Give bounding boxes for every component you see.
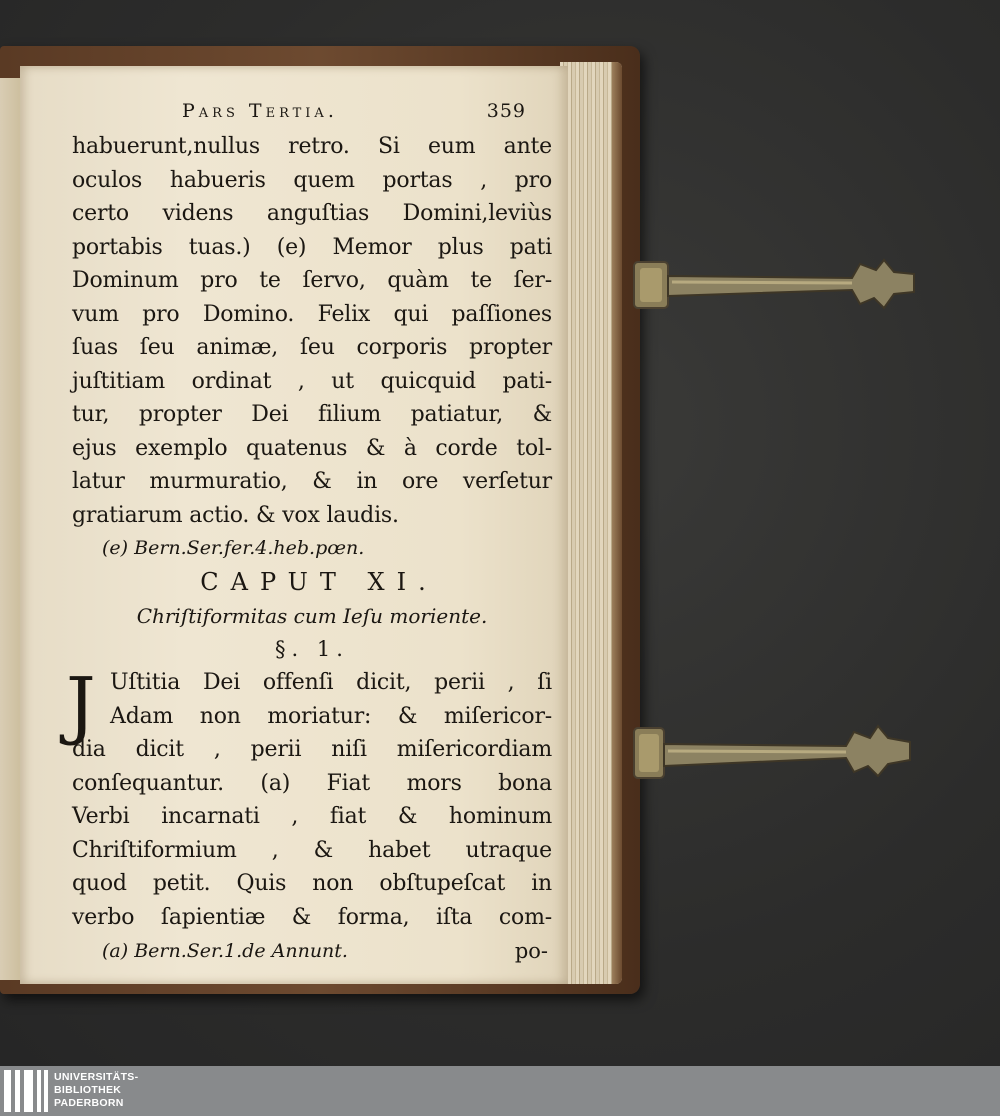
- text-line: certo videns anguſtias Domini,leviùs: [72, 201, 552, 226]
- page-number: 359: [486, 100, 526, 122]
- page-text: [66, 100, 552, 968]
- text-line: conſequantur. (a) Fiat mors bona: [72, 770, 552, 796]
- text-line: Verbi incarnati , fiat & hominum: [72, 804, 552, 829]
- page-header: [72, 100, 552, 130]
- footnote-a: (a) Bern.Ser.1.de Annunt.: [102, 940, 348, 962]
- text-line: Chriſtiformium , & habet utraque: [72, 837, 552, 863]
- clasp-bottom-icon: [632, 724, 916, 784]
- drop-cap: J: [66, 662, 96, 748]
- text-line: vum pro Domino. Felix qui paſſiones: [72, 301, 552, 327]
- left-page-edge: [0, 78, 21, 980]
- text-line: Dominum pro te ſervo, quàm te ſer-: [72, 268, 552, 293]
- text-line: gratiarum actio. & vox laudis.: [72, 502, 399, 528]
- book-page: [20, 66, 568, 984]
- text-line: latur murmuratio, & in ore verſetur: [72, 469, 552, 494]
- chapter-heading: CAPUT XI.: [200, 568, 438, 596]
- text-line: quod petit. Quis non obſtupeſcat in: [72, 871, 552, 896]
- library-name: [54, 1071, 138, 1110]
- text-line: juſtitiam ordinat , ut quicquid pati-: [72, 368, 552, 394]
- library-name-line2: BIBLIOTHEK: [54, 1084, 122, 1096]
- text-line: oculos habueris quem portas , pro: [72, 167, 552, 193]
- text-line: tur, propter Dei filium patiatur, &: [72, 402, 552, 427]
- text-line: Uſtitia Dei offenſi dicit, perii , ſi: [110, 670, 552, 695]
- text-line: habuerunt,nullus retro. Si eum ante: [72, 134, 552, 159]
- page-footer: [72, 934, 552, 968]
- library-name-line1: UNIVERSITÄTS-: [54, 1071, 139, 1083]
- page-block-edge: [560, 62, 622, 984]
- footnote-e: (e) Bern.Ser.fer.4.heb.pœn.: [102, 537, 365, 559]
- text-line: verbo ſapientiæ & forma, iſta com-: [72, 904, 552, 930]
- library-name-line3: PADERBORN: [54, 1097, 124, 1109]
- text-line: Adam non moriatur: & miſericor-: [110, 703, 552, 729]
- catchword: po-: [514, 939, 548, 963]
- text-line: ſuas ſeu animæ, ſeu corporis propter: [72, 335, 552, 360]
- text-line: portabis tuas.) (e) Memor plus pati: [72, 234, 552, 260]
- text-line: dia dicit , perii niſi miſericordiam: [72, 737, 552, 762]
- library-logo-icon: [4, 1070, 48, 1112]
- text-line: ejus exemplo quatenus & à corde tol-: [72, 435, 552, 461]
- clasp-top-icon: [632, 256, 916, 316]
- running-title: Pars Tertia.: [182, 100, 338, 122]
- section-mark: §. 1.: [275, 637, 349, 661]
- chapter-subtitle: Chriſtiformitas cum Ieſu moriente.: [136, 604, 488, 628]
- chapter-body: [66, 662, 552, 934]
- library-footer: [0, 1066, 1000, 1116]
